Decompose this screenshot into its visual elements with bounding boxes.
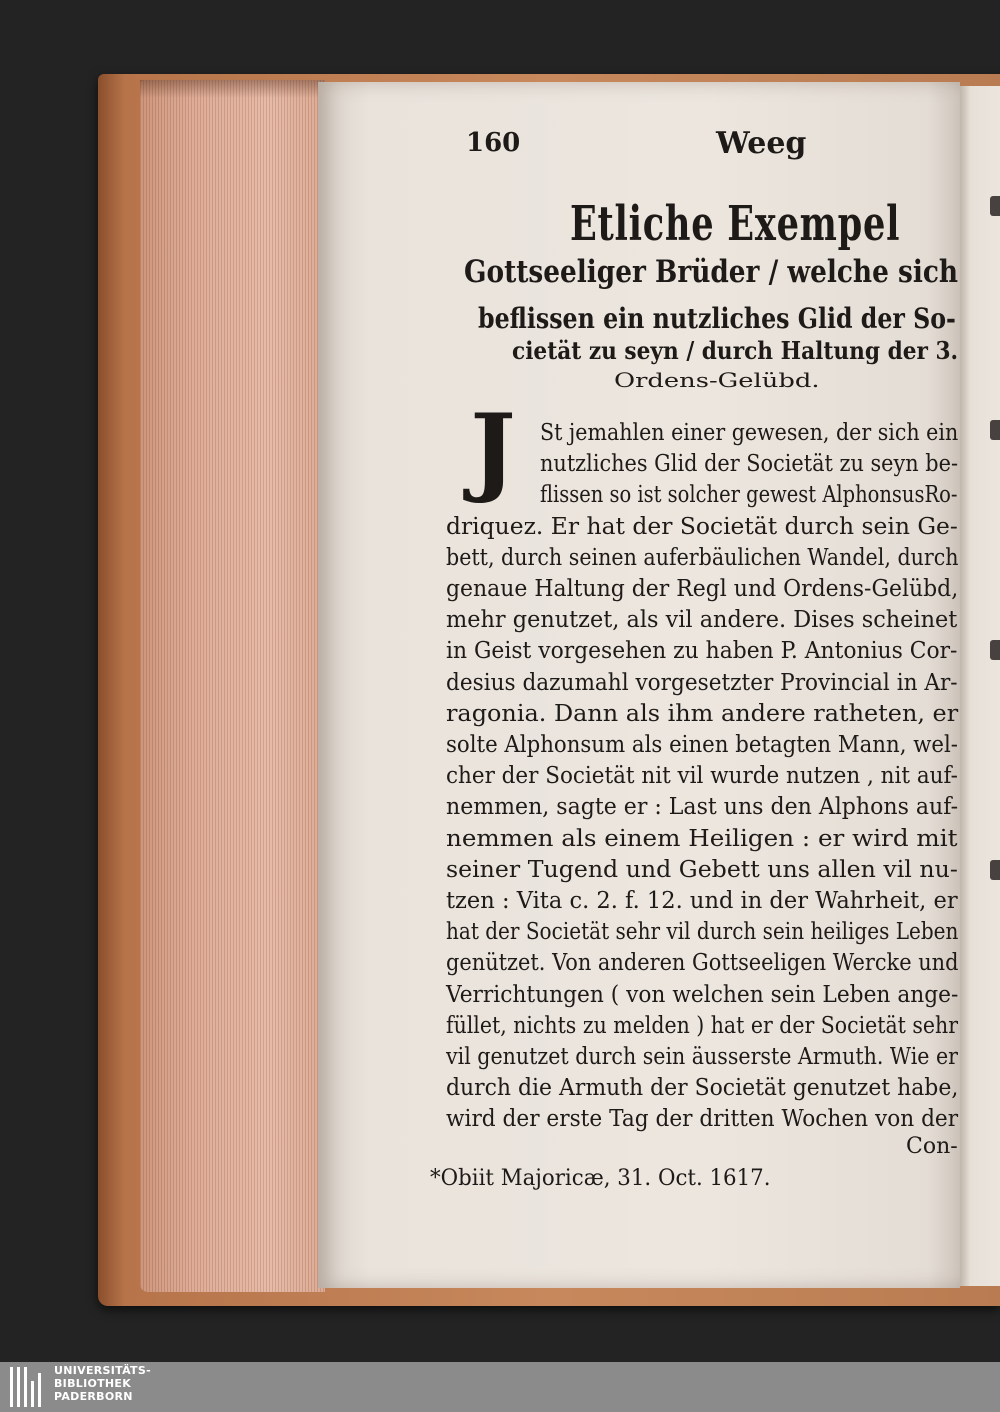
catchword: Con- — [906, 1134, 958, 1159]
running-head: Weeg — [716, 126, 807, 161]
body-line: vil genutzet durch sein äusserste Armuth. Wie er — [446, 1042, 958, 1070]
section-subtitle-line: Ordens-Gelübd. — [614, 368, 820, 392]
body-line: nemmen als einem Heiligen : er wird mit — [446, 823, 958, 852]
footnote: *Obiit Majoricæ, 31. Oct. 1617. — [430, 1166, 771, 1191]
body-line: hat der Societät sehr vil durch sein heiliges Leben — [446, 917, 959, 946]
university-library-bars-icon — [8, 1367, 48, 1407]
body-line: solte Alphonsum als einen betagten Mann, wel- — [446, 730, 958, 758]
body-line: ragonia. Dann als ihm andere ratheten, er — [446, 698, 959, 727]
body-line: füllet, nichts zu melden ) hat er der Societät sehr — [446, 1010, 958, 1039]
section-title: Etliche Exempel — [570, 196, 901, 252]
drop-cap: J — [470, 393, 516, 506]
body-line: flissen so ist solcher gewest AlphonsusRo- — [540, 480, 958, 509]
body-line: wird der erste Tag der dritten Wochen von der — [446, 1104, 959, 1133]
body-line: bett, durch seinen auferbäulichen Wandel, durch — [446, 542, 959, 571]
body-line: tzen : Vita c. 2. f. 12. und in der Wahrheit, er — [446, 886, 958, 914]
page-number: 160 — [466, 128, 521, 158]
facing-page-glyph — [990, 860, 1000, 880]
facing-page-strip — [958, 86, 1000, 1286]
facing-page-glyph — [990, 420, 1000, 440]
body-line: St jemahlen einer gewesen, der sich ein — [540, 418, 959, 446]
facing-page-glyph — [990, 640, 1000, 660]
body-line: Verrichtungen ( von welchen sein Leben ange- — [446, 979, 959, 1008]
body-line: mehr genutzet, als vil andere. Dises scheinet — [446, 605, 958, 634]
page-edges — [140, 80, 325, 1292]
body-line: seiner Tugend und Gebett uns allen vil nu- — [446, 854, 958, 883]
section-subtitle-line: Gottseeliger Brüder / welche sich — [464, 254, 959, 290]
body-line: driquez. Er hat der Societät durch sein Ge- — [446, 511, 958, 540]
section-subtitle-line: beflissen ein nutzliches Glid der So- — [478, 302, 956, 335]
body-line: in Geist vorgesehen zu haben P. Antonius Cor- — [446, 636, 958, 665]
body-line: cher der Societät nit vil wurde nutzen , nit auf- — [446, 761, 958, 790]
library-name-line: UNIVERSITÄTS- — [54, 1364, 151, 1377]
library-name-line: BIBLIOTHEK — [54, 1377, 132, 1390]
page-edges-shadow — [140, 80, 325, 98]
facing-page-glyph — [990, 196, 1000, 216]
body-line: genaue Haltung der Regl und Ordens-Gelübd, — [446, 574, 959, 602]
body-line: durch die Armuth der Societät genutzet habe, — [446, 1073, 959, 1102]
body-line: nutzliches Glid der Societät zu seyn be- — [540, 449, 958, 478]
body-line: nemmen, sagte er : Last uns den Alphons auf- — [446, 792, 959, 821]
section-subtitle-line: cietät zu seyn / durch Haltung der 3. — [512, 336, 959, 365]
library-name-line: PADERBORN — [54, 1390, 133, 1403]
body-line: genützet. Von anderen Gottseeligen Wercke und — [446, 948, 959, 977]
body-line: desius dazumahl vorgesetzter Provincial in Ar- — [446, 667, 958, 696]
